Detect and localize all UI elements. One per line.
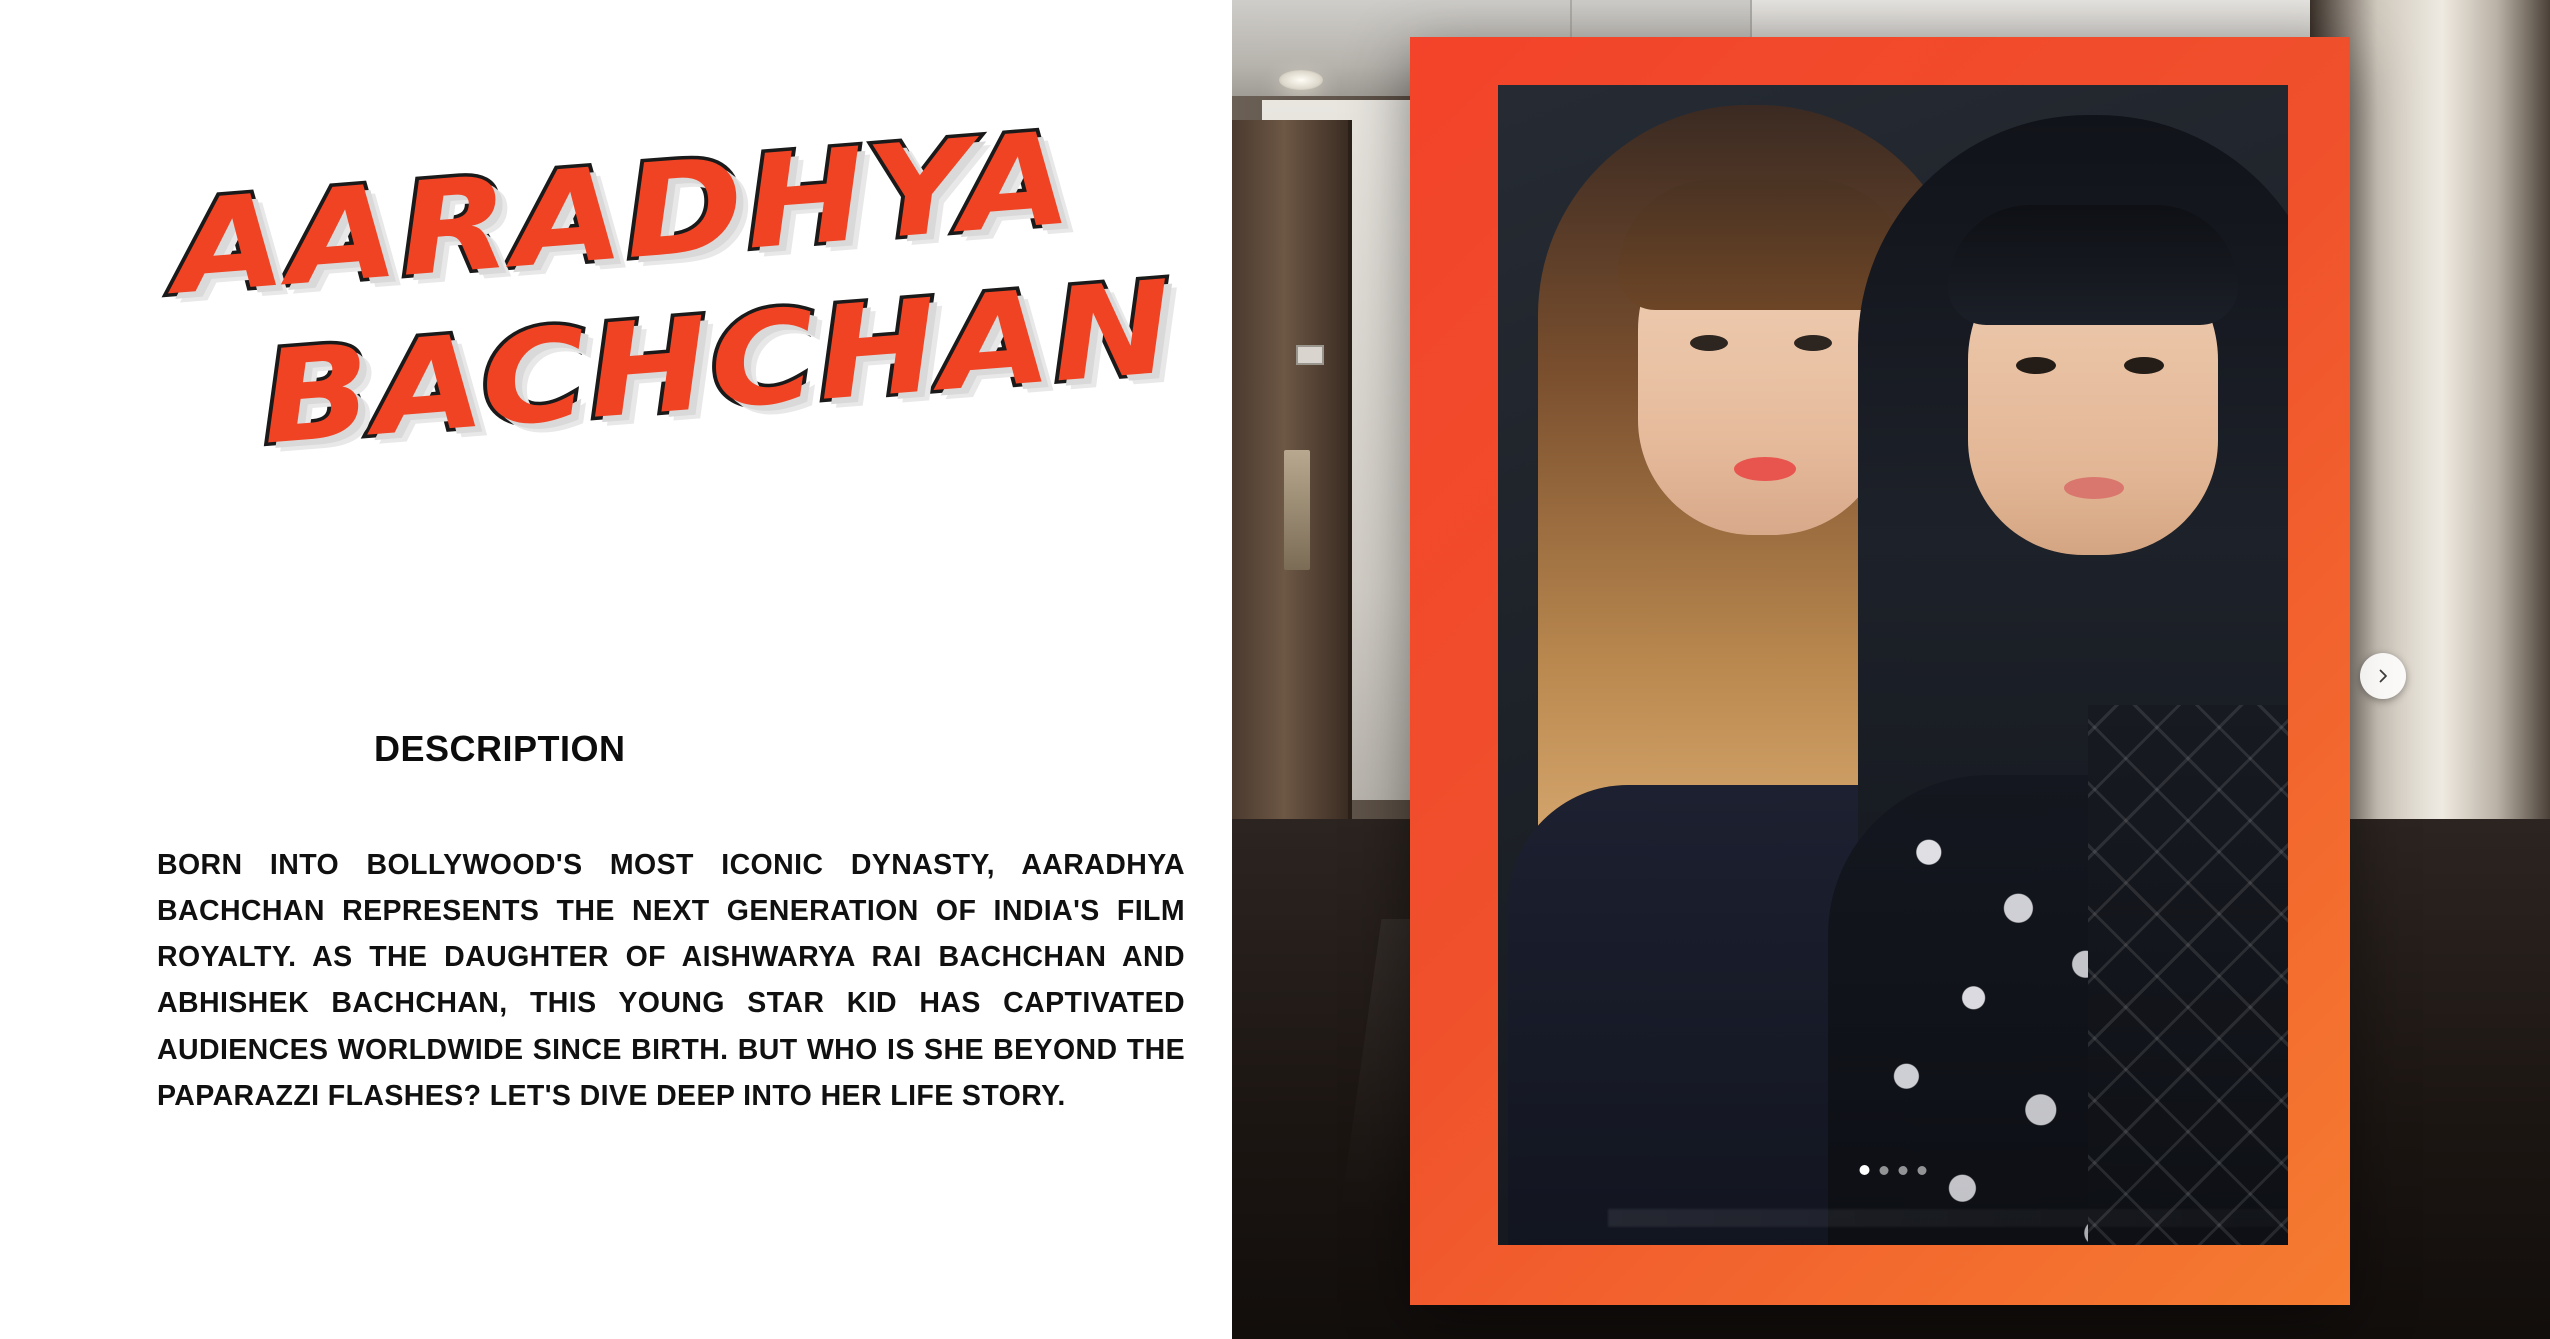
- title-artwork: [168, 104, 1180, 595]
- person-two-lips: [2064, 477, 2124, 499]
- person-one-eye-right: [1794, 335, 1832, 351]
- description-body: BORN INTO BOLLYWOOD'S MOST ICONIC DYNASTY, AARADHYA BACHCHAN REPRESENTS THE NEXT GENERATION OF INDIA'S FILM ROYALTY. AS THE DAUGHTER OF AISHWARYA RAI BACHCHAN AND ABHISHEK BACHCHAN, THIS YOUNG STAR KID HAS CAPTIVATED AUDIENCES WORLDWIDE SINCE BIRTH. BUT WHO IS SHE BEYOND THE PAPARAZZI FLASHES? LET'S DIVE DEEP INTO HER LIFE STORY.: [157, 849, 1185, 1112]
- person-two-eye-right: [2124, 357, 2164, 374]
- carousel-dots[interactable]: [1860, 1165, 1927, 1175]
- right-image-panel: [1232, 0, 2550, 1339]
- background-lattice-screen: [2088, 705, 2288, 1245]
- photo-image: [1498, 85, 2288, 1245]
- photo-frame: [1410, 37, 2350, 1305]
- carousel-dot-1[interactable]: [1860, 1165, 1870, 1175]
- carousel-dot-4[interactable]: [1918, 1166, 1927, 1175]
- left-content-panel: [0, 0, 1232, 1339]
- wall-sign: [1296, 345, 1324, 365]
- person-one-lips: [1734, 457, 1796, 481]
- corridor-door: [1232, 120, 1352, 820]
- chevron-right-icon: [2375, 668, 2391, 684]
- title-line-two: BACHCHAN: [256, 253, 1180, 474]
- description-heading: DESCRIPTION: [374, 728, 626, 769]
- door-hardware: [1284, 450, 1310, 570]
- carousel-dot-2[interactable]: [1880, 1166, 1889, 1175]
- carousel-dot-3[interactable]: [1899, 1166, 1908, 1175]
- person-two-fringe: [1948, 205, 2238, 325]
- title-line-one: AARADHYA: [168, 104, 1079, 324]
- person-one-eye-left: [1690, 335, 1728, 351]
- person-two-eye-left: [2016, 357, 2056, 374]
- carousel-next-button[interactable]: [2360, 653, 2406, 699]
- ceiling-downlight-icon: [1279, 70, 1323, 90]
- image-caption-strip: [1608, 1209, 2288, 1227]
